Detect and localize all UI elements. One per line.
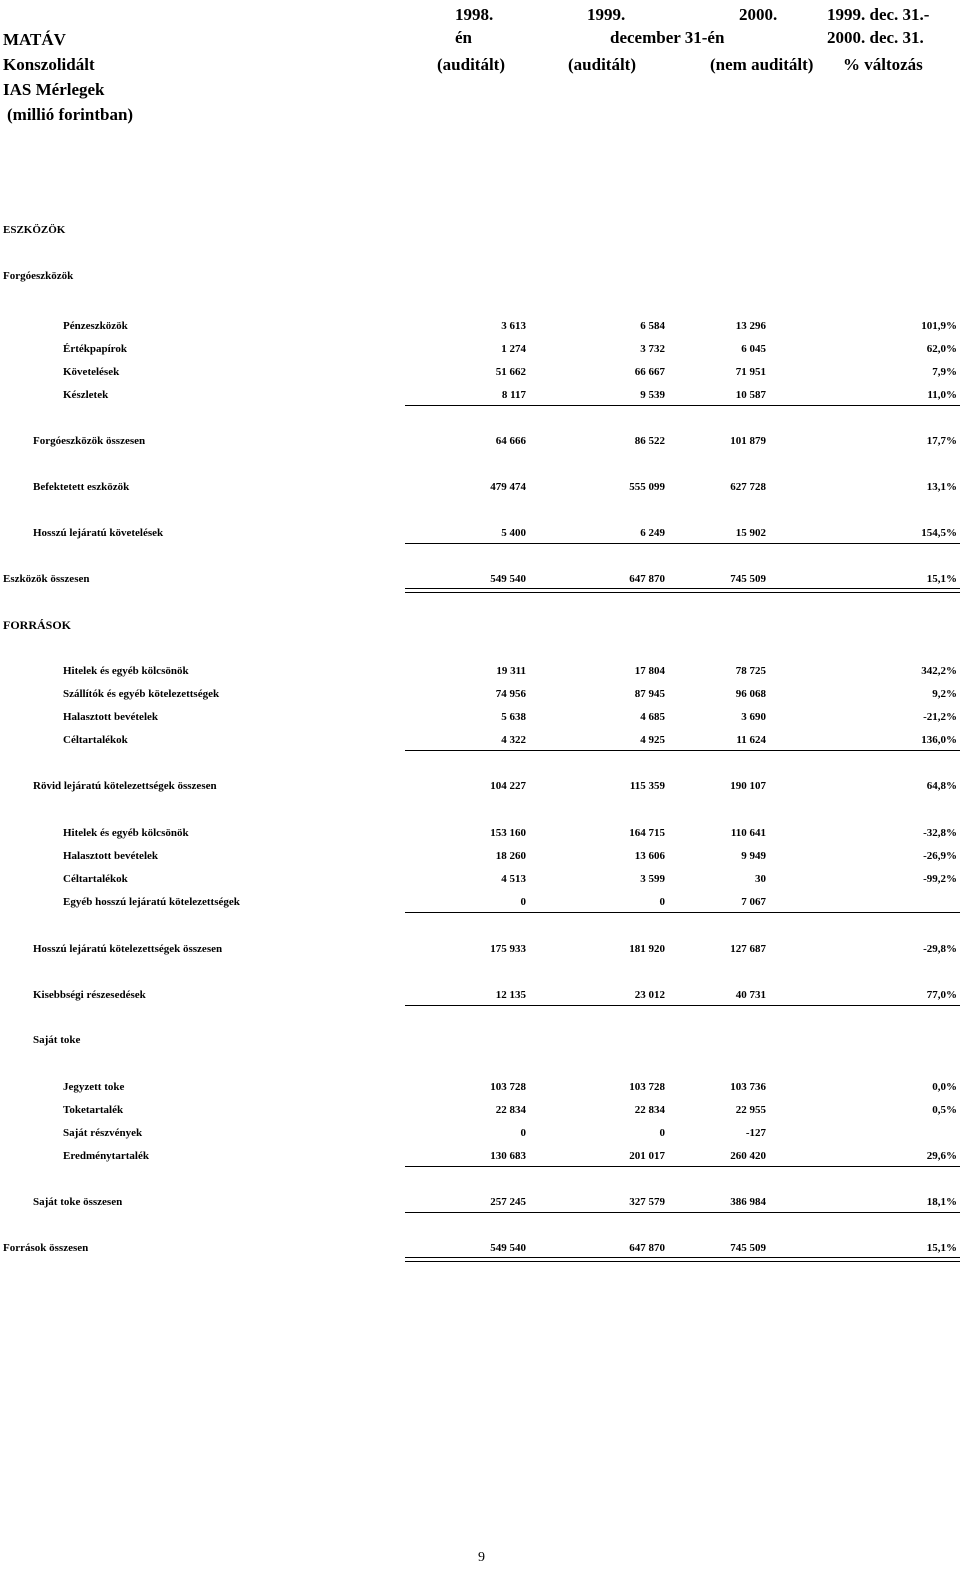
value-pct: 29,6%	[926, 1150, 957, 1162]
table-row	[0, 941, 960, 957]
value-1998: 4 322	[501, 734, 526, 746]
value-1998: 5 638	[501, 711, 526, 723]
value-1999: 647 870	[629, 1242, 665, 1254]
table-row	[0, 709, 960, 725]
value-2000: 3 690	[741, 711, 766, 723]
value-1999: 6 584	[640, 320, 665, 332]
value-1999: 103 728	[629, 1081, 665, 1093]
value-2000: 9 949	[741, 850, 766, 862]
row-label: Egyéb hosszú lejáratú kötelezettségek	[63, 896, 240, 908]
row-label: Források összesen	[3, 1242, 89, 1254]
table-row	[0, 894, 960, 910]
value-1998: 19 311	[496, 665, 526, 677]
value-1998: 153 160	[490, 827, 526, 839]
value-2000: 22 955	[735, 1104, 766, 1116]
value-pct: -21,2%	[923, 711, 957, 723]
value-1999: 164 715	[629, 827, 665, 839]
value-1998: 0	[520, 1127, 526, 1139]
table-row	[0, 341, 960, 357]
value-1999: 181 920	[629, 943, 665, 955]
value-2000: 6 045	[741, 343, 766, 355]
subtotal-rule	[405, 1005, 960, 1006]
value-pct: -29,8%	[923, 943, 957, 955]
value-1999: 66 667	[634, 366, 665, 378]
value-pct: 62,0%	[926, 343, 957, 355]
page-number: 9	[478, 1550, 485, 1565]
value-2000: 13 296	[735, 320, 766, 332]
header-col3-line3: (nem auditált)	[710, 55, 814, 74]
row-label: Befektetett eszközök	[33, 481, 130, 493]
row-label: Céltartalékok	[63, 873, 128, 885]
value-1999: 6 249	[640, 527, 665, 539]
value-2000: 627 728	[730, 481, 766, 493]
table-row	[0, 871, 960, 887]
header-col1-line2: én	[455, 28, 472, 47]
total-double-rule	[405, 1257, 960, 1262]
value-2000: 103 736	[730, 1081, 766, 1093]
value-2000: 11 624	[736, 734, 766, 746]
value-1998: 103 728	[490, 1081, 526, 1093]
value-pct: 18,1%	[926, 1196, 957, 1208]
value-1998: 4 513	[501, 873, 526, 885]
row-label: Rövid lejáratú kötelezettségek összesen	[33, 780, 217, 792]
value-1999: 3 732	[640, 343, 665, 355]
value-pct: 101,9%	[921, 320, 957, 332]
row-label: Értékpapírok	[63, 343, 127, 355]
row-label: Hosszú lejáratú követelések	[33, 527, 164, 539]
header-col4-line3: % változás	[843, 55, 923, 74]
row-label: Saját részvények	[63, 1127, 143, 1139]
value-1999: 23 012	[634, 989, 665, 1001]
table-row	[0, 479, 960, 495]
header-col2-line1: 1999.	[587, 5, 626, 24]
value-1998: 1 274	[501, 343, 526, 355]
header-col4-line2: 2000. dec. 31.	[827, 28, 924, 47]
value-1999: 87 945	[634, 688, 665, 700]
subtotal-rule	[405, 750, 960, 751]
value-1998: 104 227	[490, 780, 526, 792]
table-row	[0, 1079, 960, 1095]
table-row	[0, 732, 960, 748]
value-1998: 12 135	[495, 989, 526, 1001]
value-1998: 74 956	[495, 688, 526, 700]
value-1998: 51 662	[495, 366, 526, 378]
value-pct: -32,8%	[923, 827, 957, 839]
value-pct: 0,0%	[932, 1081, 957, 1093]
value-2000: 10 587	[735, 389, 766, 401]
table-row	[0, 525, 960, 541]
value-pct: 15,1%	[926, 1242, 957, 1254]
value-pct: 342,2%	[921, 665, 957, 677]
table-row	[0, 987, 960, 1003]
value-pct: 11,0%	[927, 389, 957, 401]
value-1998: 257 245	[490, 1196, 526, 1208]
section-sajat-toke: Saját toke	[33, 1034, 81, 1046]
row-label: Halasztott bevételek	[63, 711, 158, 723]
row-label: Hitelek és egyéb kölcsönök	[63, 827, 189, 839]
value-pct: 64,8%	[926, 780, 957, 792]
value-1998: 22 834	[495, 1104, 526, 1116]
value-pct: 17,7%	[926, 435, 957, 447]
value-2000: 745 509	[730, 573, 766, 585]
value-1999: 647 870	[629, 573, 665, 585]
report-unit: (millió forintban)	[7, 105, 134, 124]
value-pct: 13,1%	[926, 481, 957, 493]
header-col2-line2: december 31-én	[610, 28, 725, 47]
header-col3-line1: 2000.	[739, 5, 778, 24]
table-row	[0, 1148, 960, 1164]
table-row	[0, 433, 960, 449]
value-2000: 101 879	[730, 435, 766, 447]
value-1998: 5 400	[501, 527, 526, 539]
value-2000: 96 068	[735, 688, 766, 700]
table-row	[0, 364, 960, 380]
row-label: Hosszú lejáratú kötelezettségek összesen	[33, 943, 223, 955]
header-col4-line1: 1999. dec. 31.-	[827, 5, 930, 24]
value-pct: 9,2%	[932, 688, 957, 700]
row-label: Eszközök összesen	[3, 573, 90, 585]
section-forgoeszkozok: Forgóeszközök	[3, 270, 74, 282]
value-1999: 201 017	[629, 1150, 665, 1162]
value-1999: 9 539	[640, 389, 665, 401]
value-2000: 7 067	[741, 896, 766, 908]
row-label: Hitelek és egyéb kölcsönök	[63, 665, 189, 677]
value-1998: 549 540	[490, 1242, 526, 1254]
value-1998: 18 260	[495, 850, 526, 862]
value-pct: -99,2%	[923, 873, 957, 885]
value-2000: 110 641	[730, 827, 766, 839]
value-2000: 260 420	[730, 1150, 766, 1162]
company-name: MATÁV	[3, 30, 66, 49]
subtotal-rule	[405, 543, 960, 544]
header-col1-line3: (auditált)	[437, 55, 505, 74]
value-1998: 64 666	[495, 435, 526, 447]
value-1999: 327 579	[629, 1196, 665, 1208]
row-label: Pénzeszközök	[63, 320, 128, 332]
value-2000: 15 902	[735, 527, 766, 539]
value-pct: 154,5%	[921, 527, 957, 539]
value-1999: 13 606	[634, 850, 665, 862]
header-col2-line3: (auditált)	[568, 55, 636, 74]
table-row	[0, 686, 960, 702]
value-1998: 3 613	[501, 320, 526, 332]
value-1998: 8 117	[501, 389, 526, 401]
row-label: Eredménytartalék	[63, 1150, 149, 1162]
value-1999: 4 685	[640, 711, 665, 723]
value-1999: 3 599	[640, 873, 665, 885]
table-row	[0, 1194, 960, 1210]
table-row	[0, 387, 960, 403]
row-label: Követelések	[63, 366, 120, 378]
row-label: Halasztott bevételek	[63, 850, 158, 862]
value-2000: 745 509	[730, 1242, 766, 1254]
row-label: Saját toke összesen	[33, 1196, 123, 1208]
table-row	[0, 1240, 960, 1256]
value-1998: 549 540	[490, 573, 526, 585]
value-1999: 0	[659, 1127, 665, 1139]
value-pct: 77,0%	[926, 989, 957, 1001]
value-2000: 127 687	[730, 943, 766, 955]
row-label: Forgóeszközök összesen	[33, 435, 146, 447]
value-1999: 22 834	[634, 1104, 665, 1116]
table-row	[0, 778, 960, 794]
value-1998: 175 933	[490, 943, 526, 955]
table-row	[0, 318, 960, 334]
report-type: Konszolidált	[3, 55, 95, 74]
value-2000: 40 731	[735, 989, 766, 1001]
subtotal-rule	[405, 405, 960, 406]
table-row	[0, 825, 960, 841]
value-2000: 30	[755, 873, 766, 885]
value-pct: 0,5%	[932, 1104, 957, 1116]
value-2000: 190 107	[730, 780, 766, 792]
value-1998: 0	[520, 896, 526, 908]
value-1999: 555 099	[629, 481, 665, 493]
value-2000: -127	[745, 1127, 766, 1139]
table-row	[0, 663, 960, 679]
value-1998: 479 474	[490, 481, 526, 493]
header-col1-line1: 1998.	[455, 5, 494, 24]
value-2000: 78 725	[735, 665, 766, 677]
value-1998: 130 683	[490, 1150, 526, 1162]
subtotal-rule	[405, 912, 960, 913]
subtotal-rule	[405, 1212, 960, 1213]
value-2000: 71 951	[735, 366, 766, 378]
value-1999: 86 522	[634, 435, 665, 447]
subtotal-rule	[405, 1166, 960, 1167]
table-row	[0, 1125, 960, 1141]
table-row	[0, 848, 960, 864]
value-1999: 0	[659, 896, 665, 908]
section-eszkozok: ESZKÖZÖK	[3, 224, 66, 236]
value-pct: 15,1%	[926, 573, 957, 585]
table-row	[0, 571, 960, 587]
row-label: Kisebbségi részesedések	[33, 989, 146, 1001]
row-label: Készletek	[63, 389, 109, 401]
value-2000: 386 984	[730, 1196, 766, 1208]
value-pct: 7,9%	[932, 366, 957, 378]
value-pct: 136,0%	[921, 734, 957, 746]
total-double-rule	[405, 588, 960, 593]
row-label: Szállítók és egyéb kötelezettségek	[63, 688, 220, 700]
row-label: Céltartalékok	[63, 734, 128, 746]
value-1999: 17 804	[634, 665, 665, 677]
row-label: Jegyzett toke	[63, 1081, 125, 1093]
row-label: Toketartalék	[63, 1104, 124, 1116]
report-title: IAS Mérlegek	[3, 80, 105, 99]
value-1999: 115 359	[629, 780, 665, 792]
table-row	[0, 1102, 960, 1118]
value-pct: -26,9%	[923, 850, 957, 862]
value-1999: 4 925	[640, 734, 665, 746]
section-forrasok: FORRÁSOK	[3, 618, 72, 632]
